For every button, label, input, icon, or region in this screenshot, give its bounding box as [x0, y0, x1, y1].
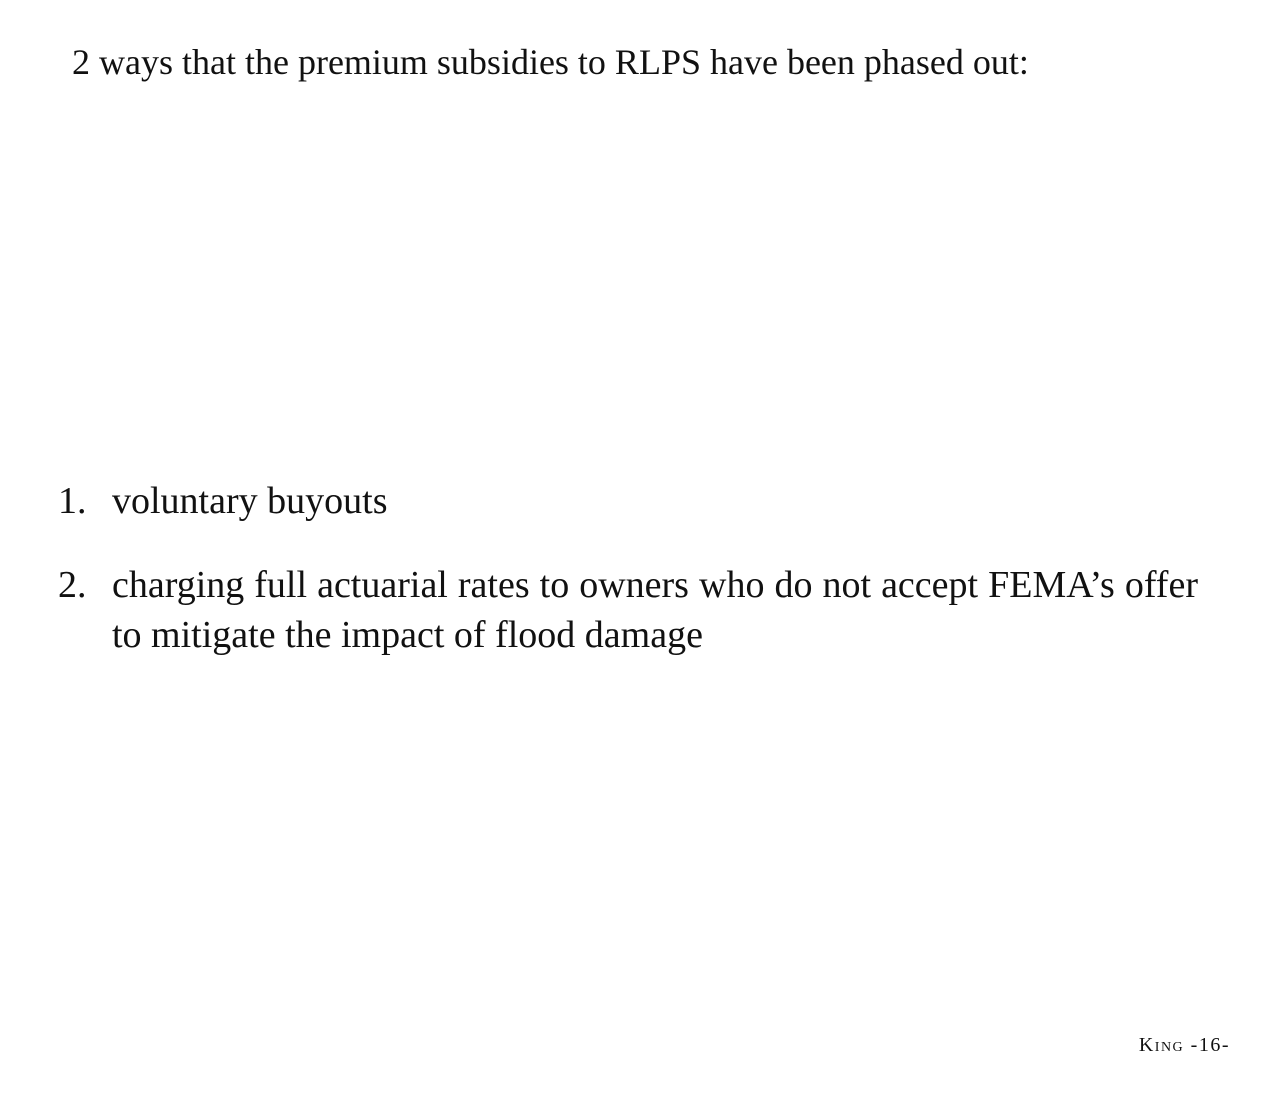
list-item [58, 560, 1198, 660]
list-item-number: 2. [58, 564, 87, 606]
numbered-list [58, 476, 1198, 694]
list-item-number: 1. [58, 480, 87, 522]
slide-title: 2 ways that the premium subsidies to RLPS have been phased out: [72, 42, 1029, 82]
list-item [58, 476, 1198, 526]
list-item-text: voluntary buyouts [112, 480, 388, 522]
list-item-text: charging full actuarial rates to owners who do not accept FEMA’s offer to mitigate the impact of flood damage [112, 564, 1198, 656]
page-footer: King -16- [1138, 1034, 1230, 1056]
